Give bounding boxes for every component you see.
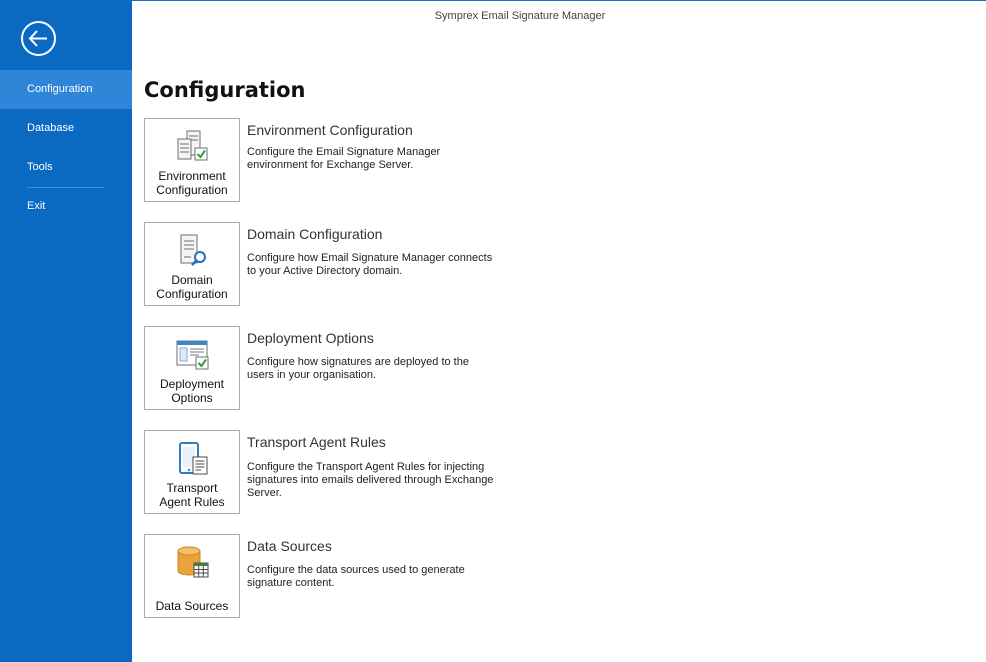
- server-search-icon: [175, 233, 211, 269]
- server-check-icon: [175, 129, 211, 165]
- environment-configuration-button[interactable]: [144, 118, 240, 202]
- device-document-icon: [175, 441, 211, 477]
- tile-label: Deployment Options: [159, 377, 225, 405]
- data-sources-button[interactable]: [144, 534, 240, 618]
- back-arrow-icon: [20, 20, 57, 57]
- option-title: Data Sources: [247, 538, 332, 554]
- transport-agent-rules-button[interactable]: [144, 430, 240, 514]
- option-description: Configure how signatures are deployed to the users in your organisation.: [247, 356, 469, 381]
- deployment-options-button[interactable]: [144, 326, 240, 410]
- option-title: Environment Configuration: [247, 122, 413, 138]
- sidebar-item-database[interactable]: Database: [27, 122, 75, 134]
- domain-configuration-button[interactable]: [144, 222, 240, 306]
- option-title: Transport Agent Rules: [247, 434, 386, 450]
- window-check-icon: [175, 337, 211, 373]
- sidebar-item-exit[interactable]: Exit: [27, 200, 46, 212]
- tile-label: Data Sources: [155, 599, 229, 613]
- sidebar-item-tools[interactable]: Tools: [27, 161, 53, 173]
- tile-label: Environment Configuration: [156, 169, 228, 197]
- option-description: Configure the data sources used to generate signature content.: [247, 564, 465, 589]
- window-top-border: [132, 0, 986, 1]
- back-button[interactable]: [20, 20, 57, 57]
- option-description: Configure the Email Signature Manager environment for Exchange Server.: [247, 146, 441, 171]
- option-description: Configure how Email Signature Manager connects to your Active Directory domain.: [247, 252, 493, 277]
- tile-label: Domain Configuration: [156, 273, 228, 301]
- option-title: Domain Configuration: [247, 226, 383, 242]
- option-description: Configure the Transport Agent Rules for injecting signatures into emails delivered through Exchange Server.: [247, 461, 494, 499]
- page-title: Configuration: [144, 78, 306, 102]
- sidebar-item-configuration[interactable]: Configuration: [0, 70, 132, 109]
- database-table-icon: [175, 545, 211, 581]
- sidebar: [0, 0, 132, 662]
- tile-label: Transport Agent Rules: [159, 481, 225, 509]
- app-title: Symprex Email Signature Manager: [434, 10, 606, 22]
- option-title: Deployment Options: [247, 330, 374, 346]
